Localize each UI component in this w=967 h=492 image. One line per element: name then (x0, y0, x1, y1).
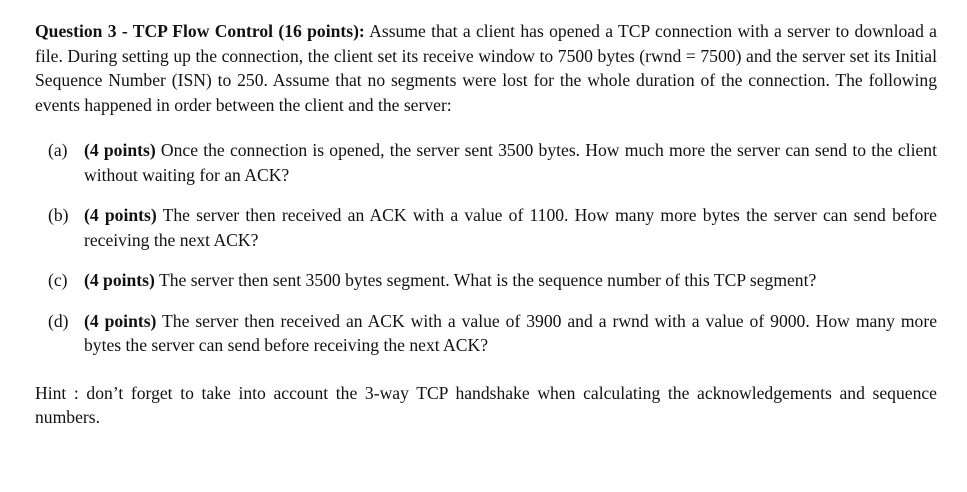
question-part-c (35, 268, 937, 293)
hint-text: Hint : don’t forget to take into account the 3-way TCP handshake when calculating the acknowledgements and sequence numbers. (35, 382, 937, 427)
part-points: (4 points) (84, 205, 157, 225)
question-part-d (35, 309, 937, 358)
question-intro (35, 19, 937, 117)
part-text: The server then sent 3500 bytes segment. What is the sequence number of this TCP segment? (158, 270, 817, 290)
part-label: (a) (48, 140, 68, 160)
question-part-a (35, 138, 937, 187)
part-points: (4 points) (84, 270, 155, 290)
part-text: The server then received an ACK with a value of 1100. How many more bytes the server can send before receiving the next ACK? (84, 205, 937, 250)
part-points: (4 points) (84, 310, 157, 331)
question-heading: Question 3 - TCP Flow Control (16 points): (35, 21, 365, 41)
part-label: (b) (48, 205, 69, 225)
question-part-b (35, 203, 937, 252)
part-label: (c) (48, 270, 68, 290)
question-parts-list (35, 138, 937, 358)
part-text: Once the connection is opened, the server sent 3500 bytes. How much more the server can send to the client without waiting for an ACK? (84, 140, 937, 185)
question-intro-text: Assume that a client has opened a TCP connection with a server to download a file. During setting up the connection, the client set its receive window to 7500 bytes (rwnd = 7500) and the server set its Initial Sequence Number (ISN) to 250. Assume that no segments were lost for the whole duration of the connection. The following events happened in order between the client and the server: (35, 21, 937, 115)
part-label: (d) (48, 310, 69, 331)
part-text: The server then received an ACK with a value of 3900 and a rwnd with a value of 9000. How many more bytes the server can send before receiving the next ACK? (84, 310, 937, 355)
part-points: (4 points) (84, 140, 156, 160)
